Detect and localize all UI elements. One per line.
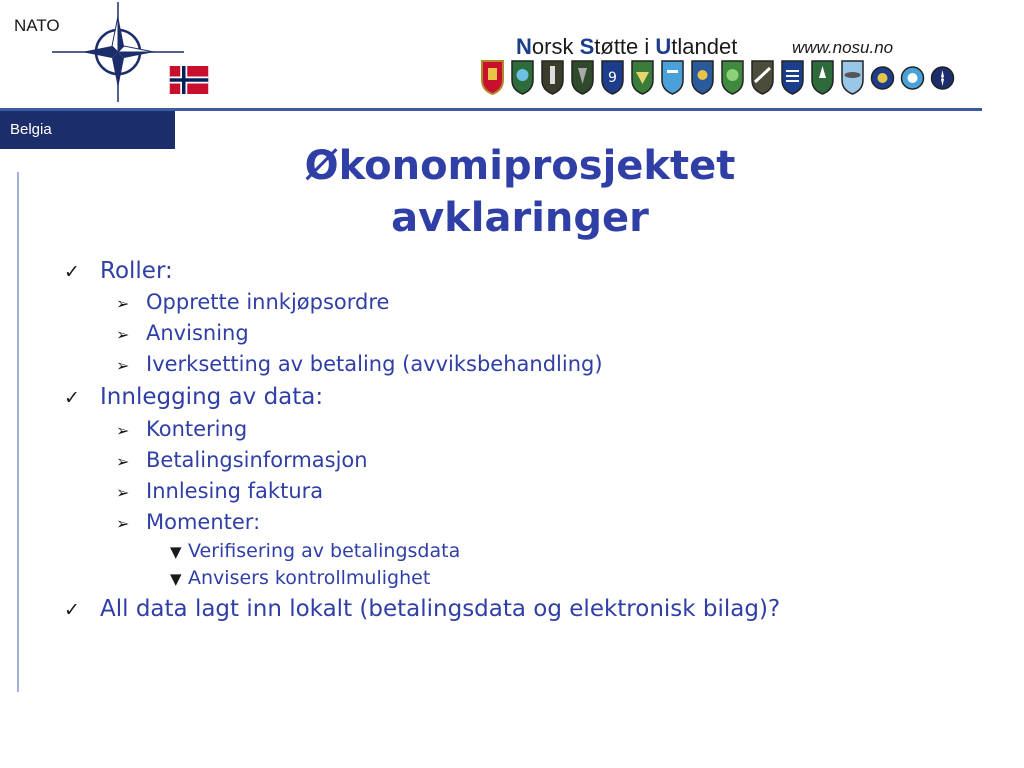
arrow-bullet-icon: ➢ xyxy=(116,452,130,471)
title-line-1: Økonomiprosjektet xyxy=(304,143,736,189)
unit-badges xyxy=(480,58,955,96)
norway-flag-icon xyxy=(166,66,212,94)
arrow-bullet-icon: ➢ xyxy=(116,514,130,533)
list-item: ➢ Momenter: xyxy=(116,510,261,534)
badge-icon xyxy=(720,58,745,96)
list-item: ➢ Anvisning xyxy=(116,321,249,345)
arrow-bullet-icon: ➢ xyxy=(116,294,130,313)
check-bullet-icon: ✓ xyxy=(64,261,80,283)
badge-icon xyxy=(690,58,715,96)
nato-label: NATO xyxy=(14,16,60,35)
list-item: ✓ Roller: xyxy=(64,258,173,284)
list-item: ➢ Opprette innkjøpsordre xyxy=(116,290,390,314)
badge-icon xyxy=(630,58,655,96)
list-item: ✓ All data lagt inn lokalt (betalingsdata og elektronisk bilag)? xyxy=(64,596,781,622)
arrow-bullet-icon: ➢ xyxy=(116,356,130,375)
arrow-bullet-icon: ➢ xyxy=(116,421,130,440)
badge-icon xyxy=(780,58,805,96)
triangle-bullet-icon: ▼ xyxy=(170,570,182,588)
side-rule xyxy=(17,172,19,692)
section-tab: Belgia xyxy=(0,111,175,149)
badge-icon xyxy=(480,58,505,96)
list-item: ▼ Verifisering av betalingsdata xyxy=(170,540,461,562)
badge-icon xyxy=(930,58,955,96)
badge-icon xyxy=(660,58,685,96)
badge-icon xyxy=(750,58,775,96)
badge-icon xyxy=(870,58,895,96)
badge-icon xyxy=(810,58,835,96)
badge-icon xyxy=(600,58,625,96)
slide-title xyxy=(220,140,820,244)
arrow-bullet-icon: ➢ xyxy=(116,325,130,344)
badge-icon xyxy=(510,58,535,96)
nato-compass-icon xyxy=(52,2,184,102)
badge-icon xyxy=(900,58,925,96)
check-bullet-icon: ✓ xyxy=(64,387,80,409)
check-bullet-icon: ✓ xyxy=(64,599,80,621)
list-item: ➢ Iverksetting av betaling (avviksbehandling) xyxy=(116,352,603,376)
nosu-url: www.nosu.no xyxy=(792,38,894,57)
list-item: ➢ Kontering xyxy=(116,417,248,441)
badge-icon xyxy=(840,58,865,96)
svg-text:9: 9 xyxy=(608,70,617,86)
nosu-title: Norsk Støtte i Utlandet xyxy=(516,34,738,59)
list-item: ➢ Betalingsinformasjon xyxy=(116,448,368,472)
arrow-bullet-icon: ➢ xyxy=(116,483,130,502)
triangle-bullet-icon: ▼ xyxy=(170,543,182,561)
list-item: ▼ Anvisers kontrollmulighet xyxy=(170,567,431,589)
list-item: ➢ Innlesing faktura xyxy=(116,479,324,503)
title-line-2: avklaringer xyxy=(391,195,649,241)
list-item: ✓ Innlegging av data: xyxy=(64,384,324,410)
badge-icon xyxy=(540,58,565,96)
badge-icon xyxy=(570,58,595,96)
